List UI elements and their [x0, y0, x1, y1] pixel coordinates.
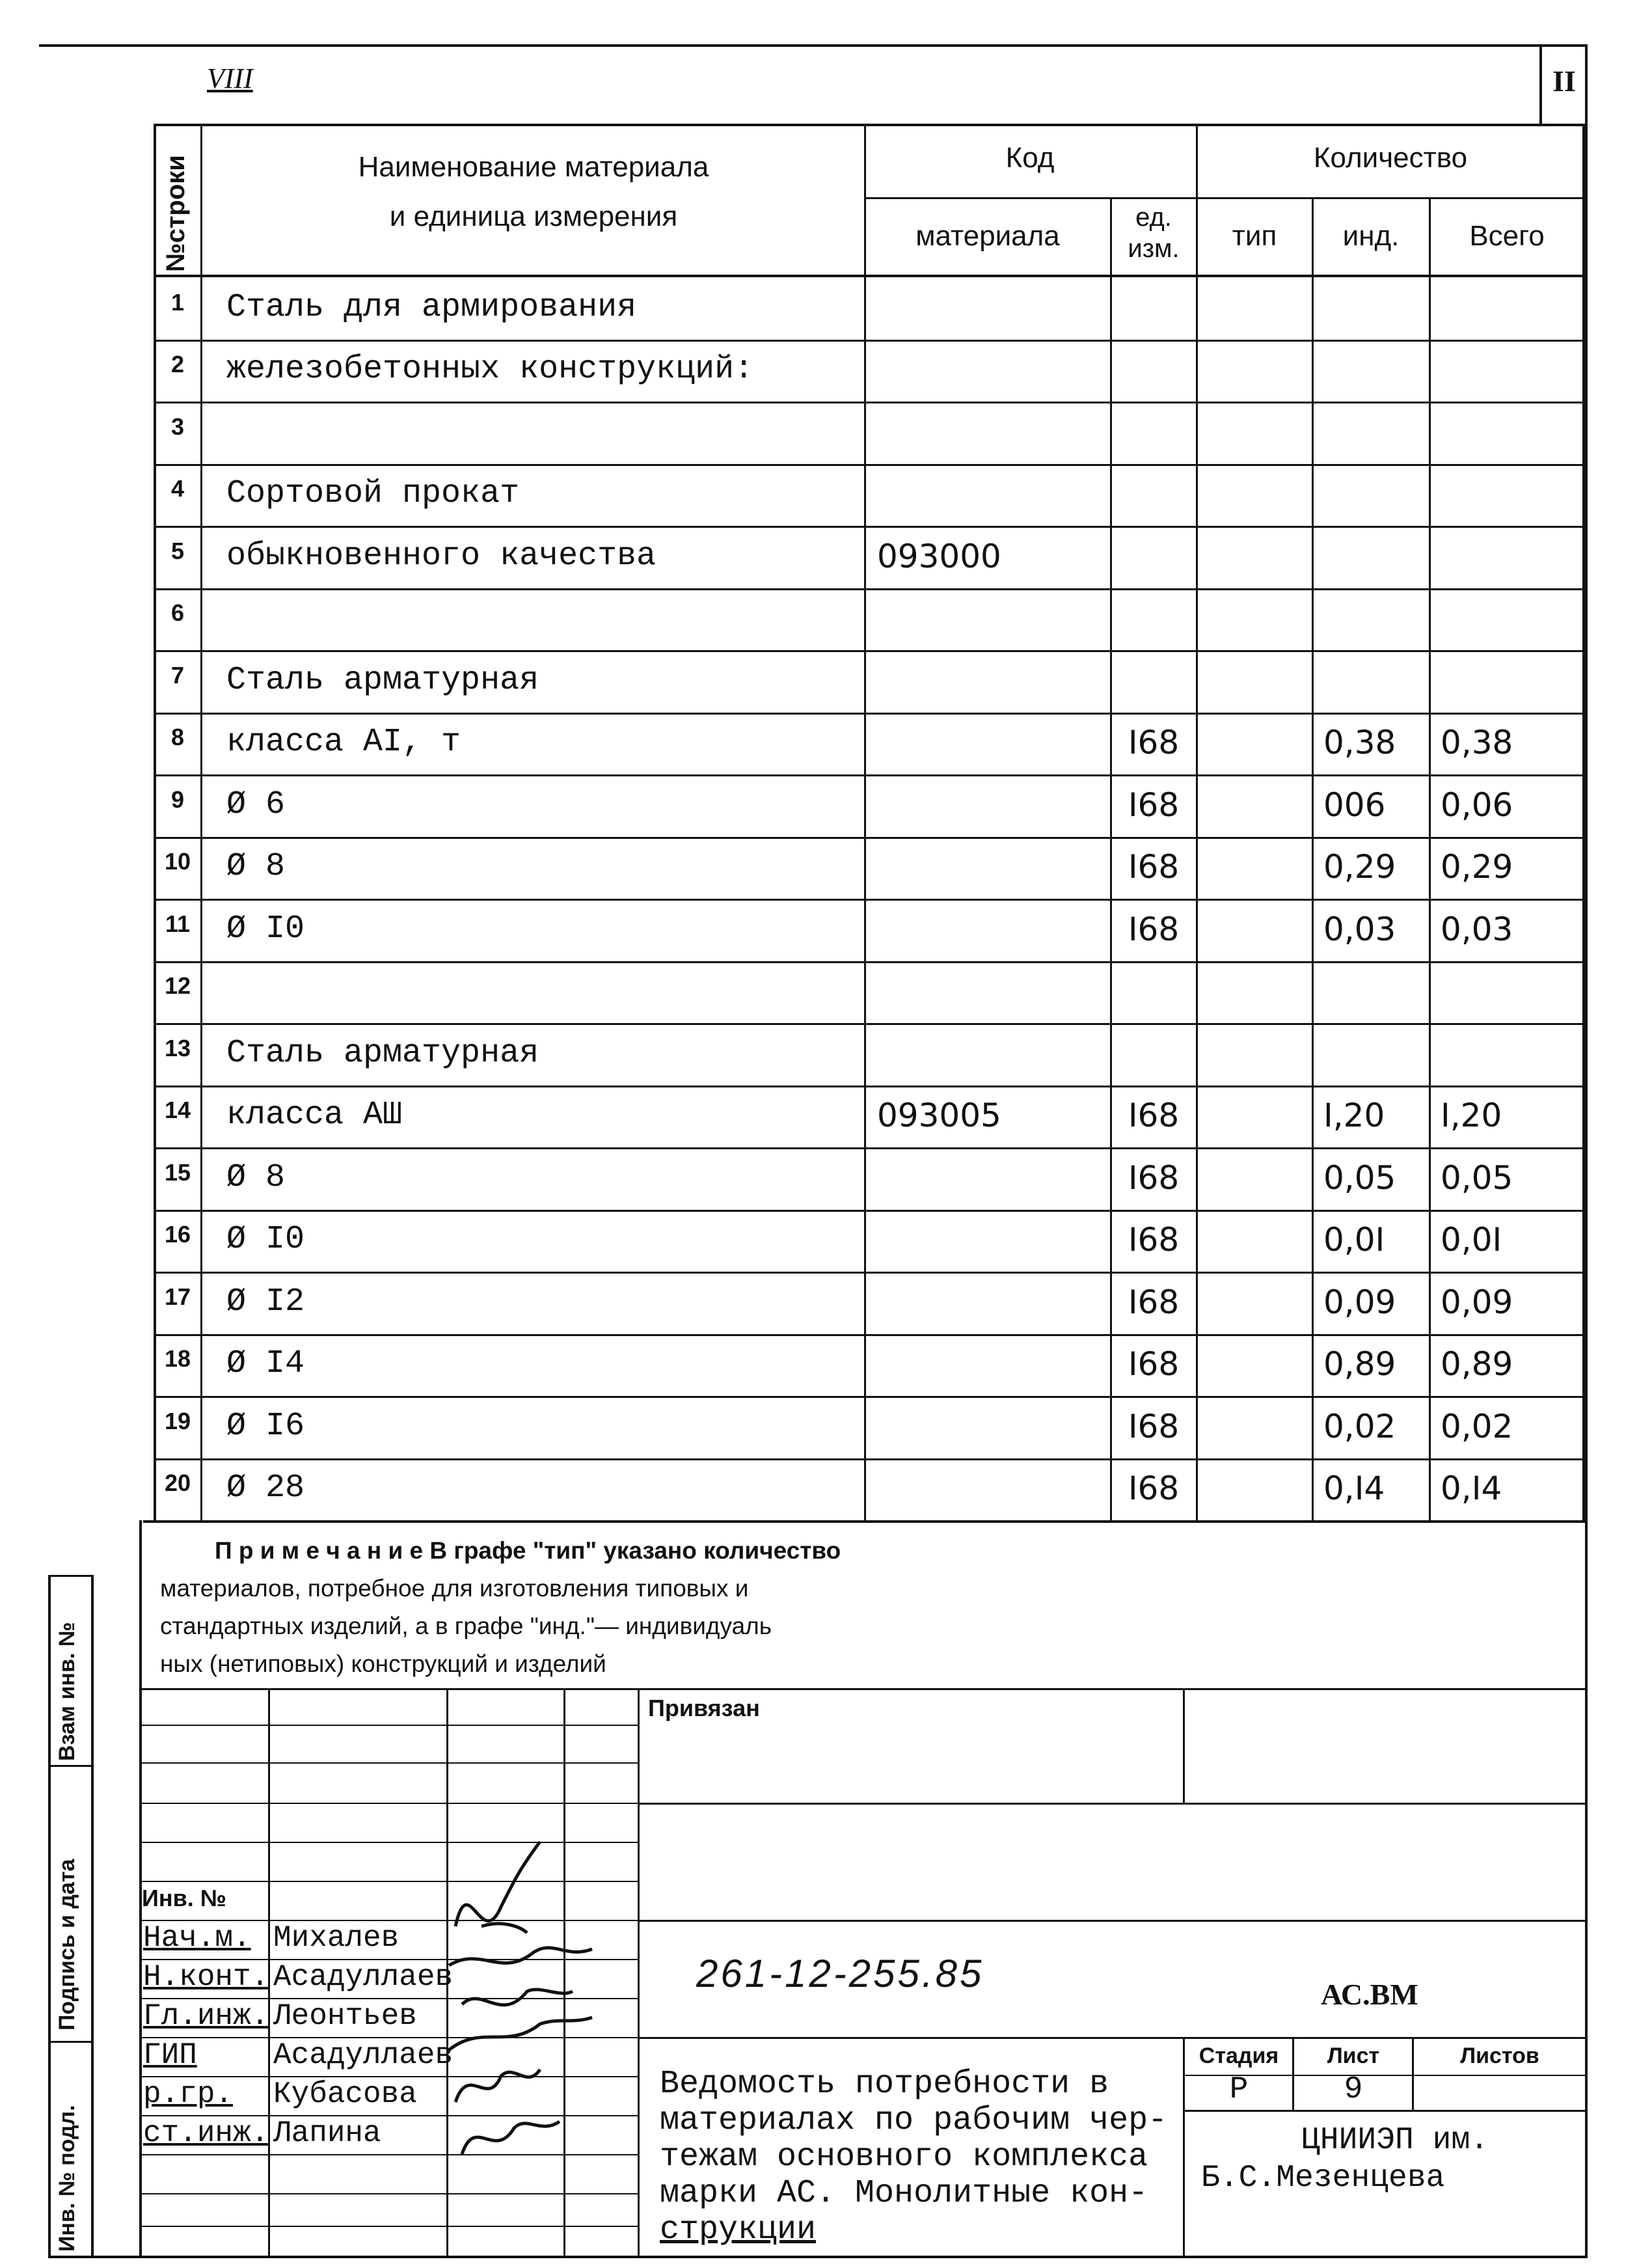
signature-name: Михалев [273, 1921, 399, 1955]
row-number: 14 [164, 1097, 191, 1123]
row-divider [154, 1334, 1585, 1336]
code-unit-header-2: изм. [1128, 234, 1180, 263]
quantity-total: 0,02 [1441, 1408, 1513, 1445]
quantity-total: 0,05 [1441, 1159, 1513, 1197]
material-name: Сталь арматурная [226, 662, 539, 699]
signature-name: Асадуллаев [273, 2038, 454, 2072]
signature-role: ГИП [143, 2038, 197, 2072]
unit-code: I68 [1128, 1408, 1180, 1445]
title-line-1: Ведомость потребности в [660, 2066, 1109, 2103]
quantity-header: Количество [1313, 142, 1468, 174]
material-name: обыкновенного качества [226, 538, 657, 575]
title-line-3: тежам основного комплекса [660, 2138, 1148, 2176]
row-number: 15 [164, 1159, 191, 1186]
row-divider [154, 774, 1585, 776]
material-name: Ø 8 [226, 848, 286, 885]
material-name: Ø 8 [226, 1159, 286, 1196]
material-name: класса АI, т [226, 724, 461, 761]
row-number: 9 [170, 786, 185, 813]
stage-value: Р [1229, 2072, 1249, 2107]
row-number: 8 [170, 724, 185, 750]
note-line-2: материалов, потребное для изготовления типовых и [160, 1575, 749, 1602]
material-name: Ø 6 [226, 786, 286, 823]
row-number: 16 [164, 1221, 191, 1248]
quantity-total-header: Всего [1469, 220, 1545, 252]
row-divider [154, 1458, 1585, 1460]
material-name: Сталь арматурная [226, 1035, 539, 1072]
unit-code: I68 [1128, 1283, 1180, 1321]
quantity-ind: 0,03 [1323, 910, 1396, 948]
organization-line-2: Б.С.Мезенцева [1201, 2161, 1445, 2196]
material-name: Ø I0 [226, 910, 305, 948]
signature-role: ст.инж. [143, 2116, 269, 2150]
quantity-ind: 0,0I [1323, 1221, 1385, 1259]
note-line-4: ных (нетиповых) конструкций и изделий [160, 1650, 606, 1677]
row-divider [154, 1272, 1585, 1274]
row-divider [154, 961, 1585, 963]
quantity-ind: I,20 [1323, 1097, 1385, 1134]
note-line-3: стандартных изделий, а в графе "инд."— индивидуаль [160, 1613, 772, 1639]
quantity-total: 0,09 [1441, 1283, 1513, 1321]
row-divider [154, 340, 1585, 342]
row-divider [154, 899, 1585, 901]
row-number: 5 [170, 538, 185, 564]
code-header: Код [1005, 142, 1055, 174]
quantity-total: 0,89 [1441, 1345, 1513, 1383]
signature-role: р.гр. [143, 2077, 234, 2111]
row-number: 12 [164, 972, 191, 999]
quantity-ind: 0,02 [1323, 1408, 1396, 1445]
quantity-ind: 006 [1323, 786, 1386, 824]
material-name: Сталь для армирования [226, 289, 637, 326]
note-line-1: П р и м е ч а н и е В графе "тип" указано количество [215, 1537, 841, 1564]
material-name: Ø I0 [226, 1221, 305, 1258]
quantity-type-header: тип [1232, 220, 1277, 252]
signature-name: Лапина [273, 2116, 381, 2150]
material-name: железобетонных конструкций: [226, 351, 754, 388]
quantity-total: 0,0I [1441, 1221, 1502, 1259]
code-unit-header-1: ед. [1135, 203, 1172, 232]
row-number: 19 [164, 1408, 191, 1434]
row-divider [154, 402, 1585, 403]
row-number: 20 [164, 1469, 191, 1496]
material-name: Ø I4 [226, 1345, 305, 1382]
row-divider [154, 1210, 1585, 1212]
quantity-ind: 0,I4 [1323, 1469, 1385, 1507]
quantity-total: 0,06 [1441, 786, 1513, 824]
row-number: 4 [170, 475, 185, 502]
signature-role: Нач.м. [143, 1921, 251, 1955]
name-header-line1: Наименование материала [358, 151, 709, 183]
sheet-label: Лист [1327, 2043, 1380, 2068]
unit-code: I68 [1128, 1221, 1180, 1259]
row-number: 18 [164, 1345, 191, 1372]
material-name: Ø 28 [226, 1469, 305, 1507]
unit-code: I68 [1128, 1159, 1180, 1197]
row-number: 13 [164, 1035, 191, 1061]
signature-scribbles [442, 1829, 612, 2193]
row-divider [154, 1086, 1585, 1087]
row-number: 3 [170, 413, 185, 440]
row-divider [154, 464, 1585, 466]
quantity-ind: 0,89 [1323, 1345, 1396, 1383]
unit-code: I68 [1128, 724, 1180, 761]
row-number: 7 [170, 662, 185, 689]
unit-code: I68 [1128, 848, 1180, 886]
document-code: 261-12-255.85 [696, 1952, 984, 1995]
quantity-total: 0,38 [1441, 724, 1513, 761]
quantity-total: 0,29 [1441, 848, 1513, 886]
unit-code: I68 [1128, 1469, 1180, 1507]
material-name: Сортовой прокат [226, 475, 520, 512]
title-line-2: материалах по рабочим чер- [660, 2102, 1168, 2139]
organization-line-1: ЦНИИЭП им. [1301, 2123, 1489, 2158]
material-code: 093005 [877, 1097, 1001, 1134]
material-name: класса АШ [226, 1097, 403, 1134]
vzam-inv-label: Взам инв. № [55, 1622, 79, 1761]
document-mark: АС.ВМ [1321, 1978, 1418, 2011]
signature-role: Н.конт. [143, 1960, 269, 1994]
quantity-ind: 0,29 [1323, 848, 1396, 886]
row-divider [154, 1147, 1585, 1149]
row-number: 10 [164, 848, 191, 875]
quantity-ind-header: инд. [1342, 220, 1400, 252]
title-line-5: струкции [660, 2211, 817, 2248]
page-number: II [1552, 64, 1576, 98]
name-header-line2: и единица измерения [389, 200, 678, 232]
section-mark: VIII [207, 62, 253, 94]
row-number: 11 [165, 910, 191, 937]
row-divider [154, 1023, 1585, 1025]
row-number: 17 [164, 1283, 191, 1310]
sheet-value: 9 [1344, 2072, 1363, 2107]
quantity-total: 0,03 [1441, 910, 1513, 948]
row-number: 6 [170, 599, 185, 626]
row-divider [154, 1396, 1585, 1398]
material-name: Ø I6 [226, 1408, 305, 1445]
material-name: Ø I2 [226, 1283, 305, 1320]
unit-code: I68 [1128, 786, 1180, 824]
row-divider [154, 713, 1585, 715]
signature-name: Кубасова [273, 2077, 417, 2111]
quantity-ind: 0,05 [1323, 1159, 1396, 1197]
unit-code: I68 [1128, 1097, 1180, 1134]
signature-role: Гл.инж. [143, 1999, 269, 2033]
signature-name: Леонтьев [273, 1999, 417, 2033]
code-material-header: материала [915, 220, 1060, 252]
sheets-label: Листов [1460, 2043, 1539, 2068]
row-divider [154, 837, 1585, 839]
unit-code: I68 [1128, 910, 1180, 948]
row-number-header: №строки [161, 155, 190, 272]
material-code: 093000 [877, 538, 1001, 575]
quantity-ind: 0,09 [1323, 1283, 1396, 1321]
unit-code: I68 [1128, 1345, 1180, 1383]
signature-name: Асадуллаев [273, 1960, 454, 1994]
inv-no-label: Инв. № [142, 1885, 226, 1911]
quantity-total: 0,I4 [1441, 1469, 1502, 1507]
podpis-data-label: Подпись и дата [55, 1859, 79, 2030]
row-number: 2 [170, 351, 185, 377]
privyazan-label: Привязан [648, 1695, 760, 1721]
quantity-total: I,20 [1441, 1097, 1502, 1134]
row-divider [154, 650, 1585, 652]
row-number: 1 [170, 289, 185, 316]
title-line-4: марки АС. Монолитные кон- [660, 2175, 1148, 2212]
inv-podl-label: Инв. № подл. [55, 2105, 79, 2252]
quantity-ind: 0,38 [1323, 724, 1396, 761]
stage-label: Стадия [1198, 2043, 1279, 2068]
row-divider [154, 526, 1585, 528]
row-divider [154, 588, 1585, 590]
